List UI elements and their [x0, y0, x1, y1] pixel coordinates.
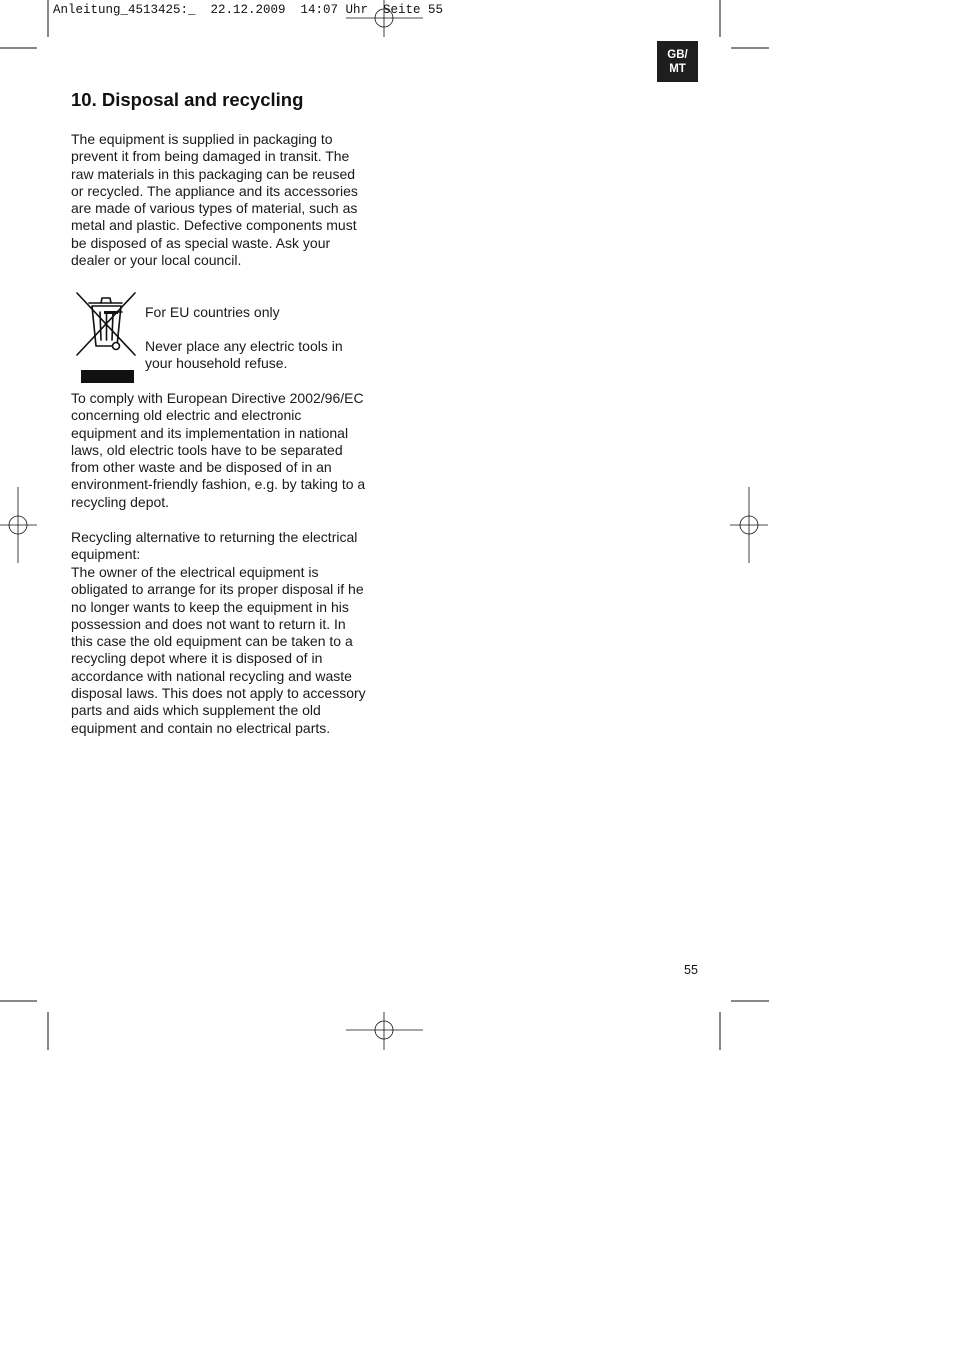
- language-badge-line1: GB/: [667, 48, 688, 61]
- packaging-paragraph: The equipment is supplied in packaging to prevent it from being damaged in transit. The raw materials in this packaging can be reused or recycled. The appliance and its accessories are made of various types of material, such as metal and plastic. Defective components must be disposed of as special waste. Ask your dealer or your local council.: [71, 131, 358, 269]
- print-slug-line: Anleitung_4513425:_ 22.12.2009 14:07 Uhr Seite 55: [53, 3, 444, 17]
- registration-mark-top: [346, 0, 423, 37]
- registration-mark-bottom: [346, 1012, 423, 1050]
- owner-obligation-paragraph: The owner of the electrical equipment is obligated to arrange for its proper disposal if he no longer wants to keep the equipment in his possession and does not want to return it. In this case the old equipment can be taken to a recycling depot where it is disposed of in accordance with national recycling and waste disposal laws. This does not apply to accessory parts and aids which supplement the old equipment and contain no electrical parts.: [71, 564, 366, 736]
- page-number: 55: [684, 963, 698, 977]
- registration-mark-left: [0, 487, 37, 563]
- section-title: 10. Disposal and recycling: [71, 89, 304, 110]
- language-badge-line2: MT: [669, 62, 686, 75]
- recycling-alternative-heading: Recycling alternative to returning the electrical equipment:: [71, 529, 358, 563]
- household-refuse-warning: Never place any electric tools in your household refuse.: [145, 338, 343, 372]
- language-badge: [657, 41, 698, 82]
- crossed-out-wheelie-bin-icon: [74, 290, 138, 384]
- registration-mark-right: [730, 487, 768, 563]
- directive-paragraph: To comply with European Directive 2002/96/EC concerning old electric and electronic equipment and its implementation in national laws, old electric tools have to be separated from other waste and be disposed of in an environment-friendly fashion, e.g. by taking to a recycling depot.: [71, 390, 366, 510]
- eu-countries-note: For EU countries only: [145, 304, 280, 320]
